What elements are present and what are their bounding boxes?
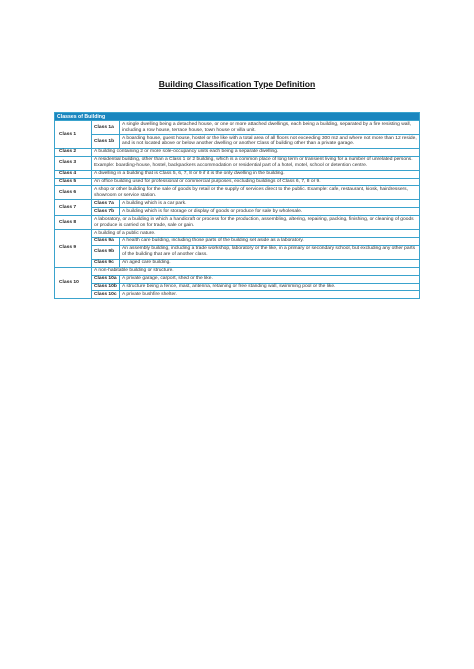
class-name: Class 6 — [55, 186, 92, 200]
class-description: A boarding house, guest house, hostel or the like with a total area of all floors not exceeding 300 m2 and where not more than 12 reside, and is not located above or below another dwelling or another Class of building other than a private garage. — [120, 135, 420, 149]
class-name: Class 1 — [55, 121, 92, 149]
class-description: A health care building, including those parts of the building set aside as a laboratory. — [120, 237, 420, 245]
class-name: Class 2 — [55, 148, 92, 156]
table-row — [55, 135, 420, 149]
class-name: Class 9 — [55, 229, 92, 267]
page-title: Building Classification Type Definition — [158, 79, 316, 89]
class-description: A building of a public nature. — [92, 229, 420, 237]
class-name: Class 8 — [55, 216, 92, 230]
class-description: An aged care building. — [120, 259, 420, 267]
subclass-name: Class 9b — [92, 245, 120, 259]
class-name: Class 4 — [55, 170, 92, 178]
table-row — [55, 267, 420, 275]
table-row — [55, 275, 420, 283]
table-row — [55, 291, 420, 299]
class-description: A private garage, carport, shed or the like. — [120, 275, 420, 283]
class-description: A building which is for storage or display of goods or produce for sale by wholesale. — [120, 208, 420, 216]
table-row — [55, 283, 420, 291]
class-description: A private bushfire shelter. — [120, 291, 420, 299]
subclass-name: Class 7a — [92, 200, 120, 208]
subclass-name: Class 7b — [92, 208, 120, 216]
building-classes-table — [54, 112, 420, 299]
class-description: An assembly building, including a trade workshop, laboratory or the like, in a primary or secondary school, but excluding any other parts of the building that are of another class. — [120, 245, 420, 259]
subclass-name: Class 10c — [92, 291, 120, 299]
table-row — [55, 245, 420, 259]
table-row — [55, 208, 420, 216]
table-row — [55, 229, 420, 237]
table-row — [55, 156, 420, 170]
class-description: A building containing 2 or more sole-occupancy units each being a separate dwelling. — [92, 148, 420, 156]
class-name: Class 10 — [55, 267, 92, 299]
class-description: A residential building, other than a Class 1 or 2 building, which is a common place of long term or transient living for a number of unrelated persons. Example: boarding-house, hostel, backpackers accommodation or residential part of a hotel, motel, school or detention centre. — [92, 156, 420, 170]
class-name: Class 7 — [55, 200, 92, 216]
class-description: A structure being a fence, mast, antenna, retaining or free standing wall, swimming pool or the like. — [120, 283, 420, 291]
table-row — [55, 121, 420, 135]
table-row — [55, 170, 420, 178]
subclass-name: Class 1a — [92, 121, 120, 135]
subclass-name: Class 10b — [92, 283, 120, 291]
table-row — [55, 259, 420, 267]
table-row — [55, 216, 420, 230]
subclass-name: Class 9c — [92, 259, 120, 267]
subclass-name: Class 9a — [92, 237, 120, 245]
subclass-name: Class 1b — [92, 135, 120, 149]
class-description: A laboratory, or a building in which a handicraft or process for the production, assembling, altering, repairing, packing, finishing, or cleaning of goods or produce is carried on for trade, sale or gain. — [92, 216, 420, 230]
table-header: Classes of Building — [55, 113, 420, 121]
class-description: A shop or other building for the sale of goods by retail or the supply of services direct to the public. Example: cafe, restaurant, kiosk, hairdressers, showroom or service station. — [92, 186, 420, 200]
table-row — [55, 237, 420, 245]
table-row — [55, 200, 420, 208]
class-description: A dwelling in a building that is Class 5, 6, 7, 8 or 9 if it is the only dwelling in the building. — [92, 170, 420, 178]
class-name: Class 3 — [55, 156, 92, 170]
class-name: Class 5 — [55, 178, 92, 186]
subclass-name: Class 10a — [92, 275, 120, 283]
class-description: An office building used for professional or commercial purposes, excluding buildings of Class 6, 7, 8 or 9. — [92, 178, 420, 186]
table-row — [55, 186, 420, 200]
class-description: A non-habitable building or structure. — [92, 267, 420, 275]
table-row — [55, 178, 420, 186]
table-row — [55, 148, 420, 156]
class-description: A building which is a car park. — [120, 200, 420, 208]
class-description: A single dwelling being a detached house, or one or more attached dwellings, each being a building, separated by a fire resisting wall, including a row house, terrace house, town house or villa unit. — [120, 121, 420, 135]
